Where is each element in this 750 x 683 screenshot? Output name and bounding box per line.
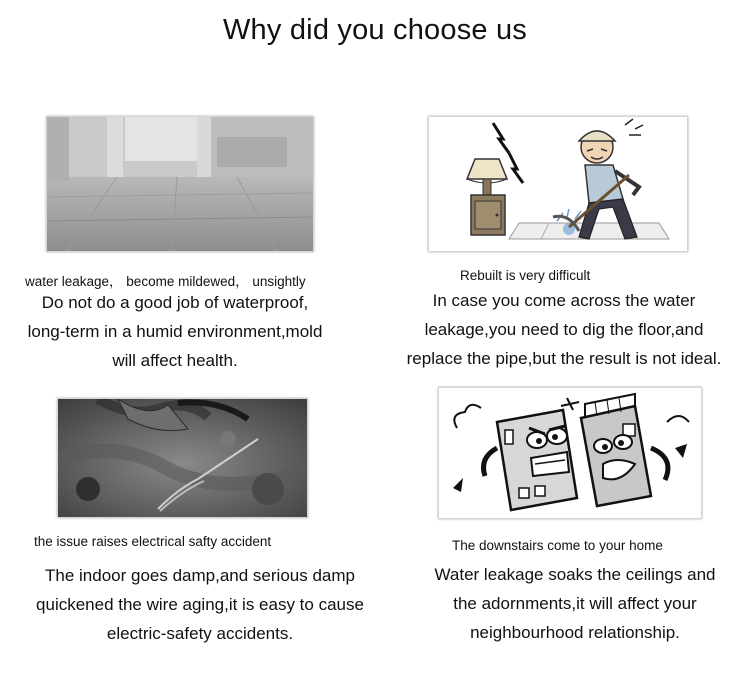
damp-wire-photo bbox=[57, 398, 308, 518]
panel-2-caption: Rebuilt is very difficult bbox=[460, 268, 591, 283]
digging-floor-cartoon bbox=[428, 116, 688, 252]
panel-3-line-3: electric-safety accidents. bbox=[106, 624, 294, 643]
panel-1-description bbox=[0, 288, 350, 375]
panel-3-description bbox=[0, 561, 400, 648]
panel-1-line-1: Do not do a good job of waterproof, bbox=[41, 293, 309, 312]
panel-1-line-2: long-term in a humid environment,mold bbox=[27, 322, 323, 341]
panel-1-line-3: will affect health. bbox=[112, 351, 238, 370]
angry-buildings-cartoon bbox=[438, 387, 702, 519]
panel-1-caption: water leakage， become mildewed， unsightly bbox=[25, 274, 306, 289]
panel-3-line-2: quickened the wire aging,it is easy to cause bbox=[36, 595, 364, 614]
panel-2-description bbox=[378, 286, 750, 373]
panel-3-line-1: The indoor goes damp,and serious damp bbox=[45, 566, 355, 585]
panel-4-line-1: Water leakage soaks the ceilings and bbox=[434, 565, 716, 584]
panel-2-line-1: In case you come across the water bbox=[432, 291, 696, 310]
page-title: Why did you choose us bbox=[222, 14, 528, 46]
panel-4-line-2: the adornments,it will affect your bbox=[453, 594, 697, 613]
panel-2-line-3: replace the pipe,but the result is not ideal. bbox=[406, 349, 722, 368]
panel-4-line-3: neighbourhood relationship. bbox=[470, 623, 680, 642]
mildewed-room-photo bbox=[46, 116, 314, 252]
panel-2-line-2: leakage,you need to dig the floor,and bbox=[424, 320, 704, 339]
panel-3-caption: the issue raises electrical safty accident bbox=[34, 534, 272, 549]
panel-4-description bbox=[400, 560, 750, 647]
panel-4-caption: The downstairs come to your home bbox=[452, 538, 663, 553]
